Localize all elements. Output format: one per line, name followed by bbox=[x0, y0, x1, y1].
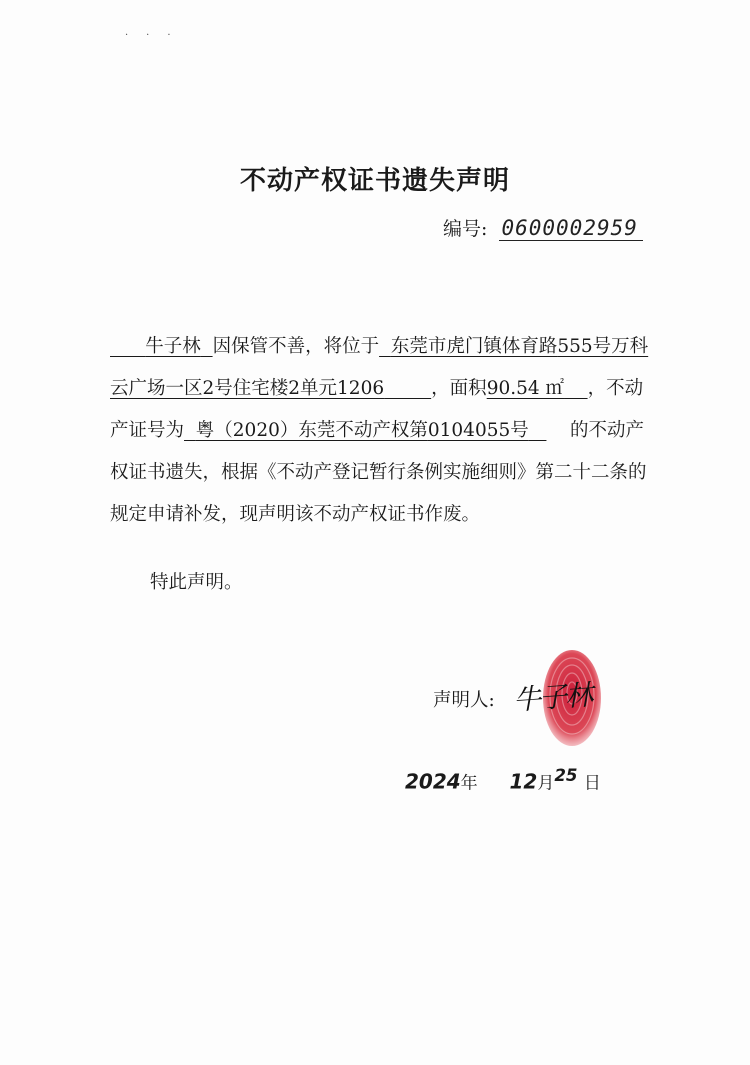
declaration-body bbox=[110, 326, 655, 536]
document-title: 不动产权证书遗失声明 bbox=[239, 166, 510, 196]
declaration-date bbox=[405, 766, 601, 794]
owner-name: 牛子林 bbox=[145, 336, 201, 357]
serial-label: 编号: bbox=[443, 218, 488, 240]
body-text-2: ，面积 bbox=[431, 378, 487, 399]
date-year-unit: 年 bbox=[460, 773, 478, 794]
serial-number bbox=[443, 214, 643, 241]
property-area: 90.54 ㎡ bbox=[486, 378, 565, 399]
date-month: 12 bbox=[509, 769, 538, 794]
property-address-a: 东莞市虎门镇体育路 bbox=[390, 336, 558, 357]
property-address-b: 555号万科云广场一区2号住宅楼2单元1206 bbox=[110, 336, 649, 399]
body-text-4: 的不动产权证书遗失，根据《不动产登记暂行条例实施细则》第二十二条的规定申请补发，现声明该不动产权证书作废。 bbox=[110, 420, 647, 525]
date-day: 25 bbox=[554, 766, 578, 785]
body-text-1: 因保管不善，将位于 bbox=[212, 336, 380, 357]
scan-marks: ··· bbox=[125, 30, 189, 41]
date-year: 2024 bbox=[405, 769, 461, 794]
handwritten-signature: 牛子林 bbox=[512, 678, 593, 717]
certificate-number-a: 粤（2020）东莞不动产权第 bbox=[195, 420, 428, 441]
certificate-number-b: 0104055号 bbox=[427, 420, 529, 441]
date-month-unit: 月 bbox=[537, 773, 555, 794]
declarant-label: 声明人: bbox=[433, 690, 495, 711]
closing-statement: 特此声明。 bbox=[150, 572, 243, 593]
date-day-unit: 日 bbox=[583, 773, 601, 794]
serial-value: 0600002959 bbox=[499, 216, 643, 241]
body-text-3: ，不动产证号为 bbox=[110, 378, 644, 441]
